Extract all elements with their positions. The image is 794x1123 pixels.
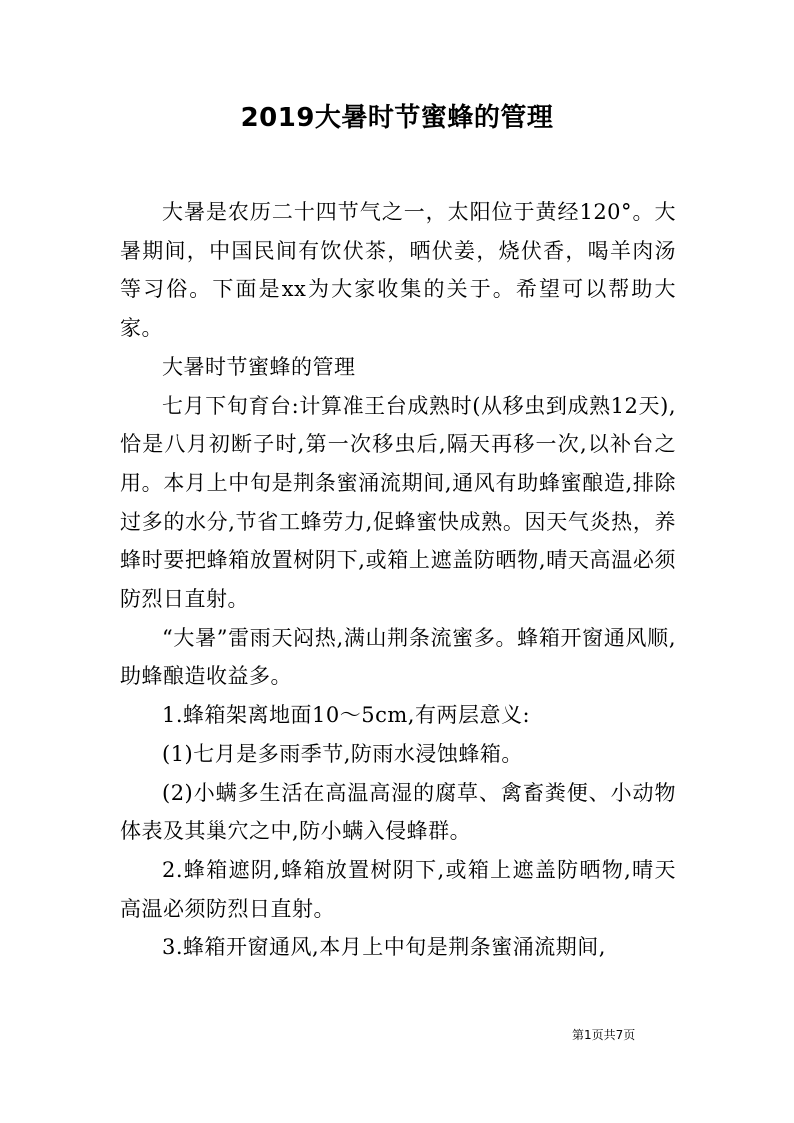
page-number-footer: 第1页共7页 xyxy=(572,1028,636,1042)
paragraph-item-2: 2.蜂箱遮阴,蜂箱放置树阴下,或箱上遮盖防晒物,晴天高温必须防烈日直射。 xyxy=(120,857,676,921)
paragraph-verse: “大暑”雷雨天闷热,满山荆条流蜜多。蜂箱开窗通风顺,助蜂酿造收益多。 xyxy=(120,625,676,689)
paragraph-subheading: 大暑时节蜜蜂的管理 xyxy=(162,354,356,379)
paragraph-item-1-sub-2: (2)小螨多生活在高温高湿的腐草、禽畜粪便、小动物体表及其巢穴之中,防小螨入侵蜂群。 xyxy=(120,780,676,844)
document-body xyxy=(120,193,676,967)
paragraph-item-1: 1.蜂箱架离地面10～5cm,有两层意义: xyxy=(162,703,531,728)
paragraph-item-3: 3.蜂箱开窗通风,本月上中旬是荆条蜜涌流期间, xyxy=(162,935,606,960)
document-title: 2019大暑时节蜜蜂的管理 xyxy=(240,103,554,133)
paragraph-intro: 大暑是农历二十四节气之一，太阳位于黄经120°。大暑期间，中国民间有饮伏茶，晒伏姜，烧伏香，喝羊肉汤等习俗。下面是xx为大家收集的关于。希望可以帮助大家。 xyxy=(120,200,676,341)
paragraph-july-queen-rearing: 七月下旬育台:计算准王台成熟时(从移虫到成熟12天),恰是八月初断子时,第一次移虫后,隔天再移一次,以补台之用。本月上中旬是荆条蜜涌流期间,通风有助蜂蜜酿造,排除过多的水分,节省工蜂劳力,促蜂蜜快成熟。因天气炎热，养蜂时要把蜂箱放置树阴下,或箱上遮盖防晒物,晴天高温必须防烈日直射。 xyxy=(120,393,676,612)
paragraph-item-1-sub-1: (1)七月是多雨季节,防雨水浸蚀蜂箱。 xyxy=(162,741,523,766)
